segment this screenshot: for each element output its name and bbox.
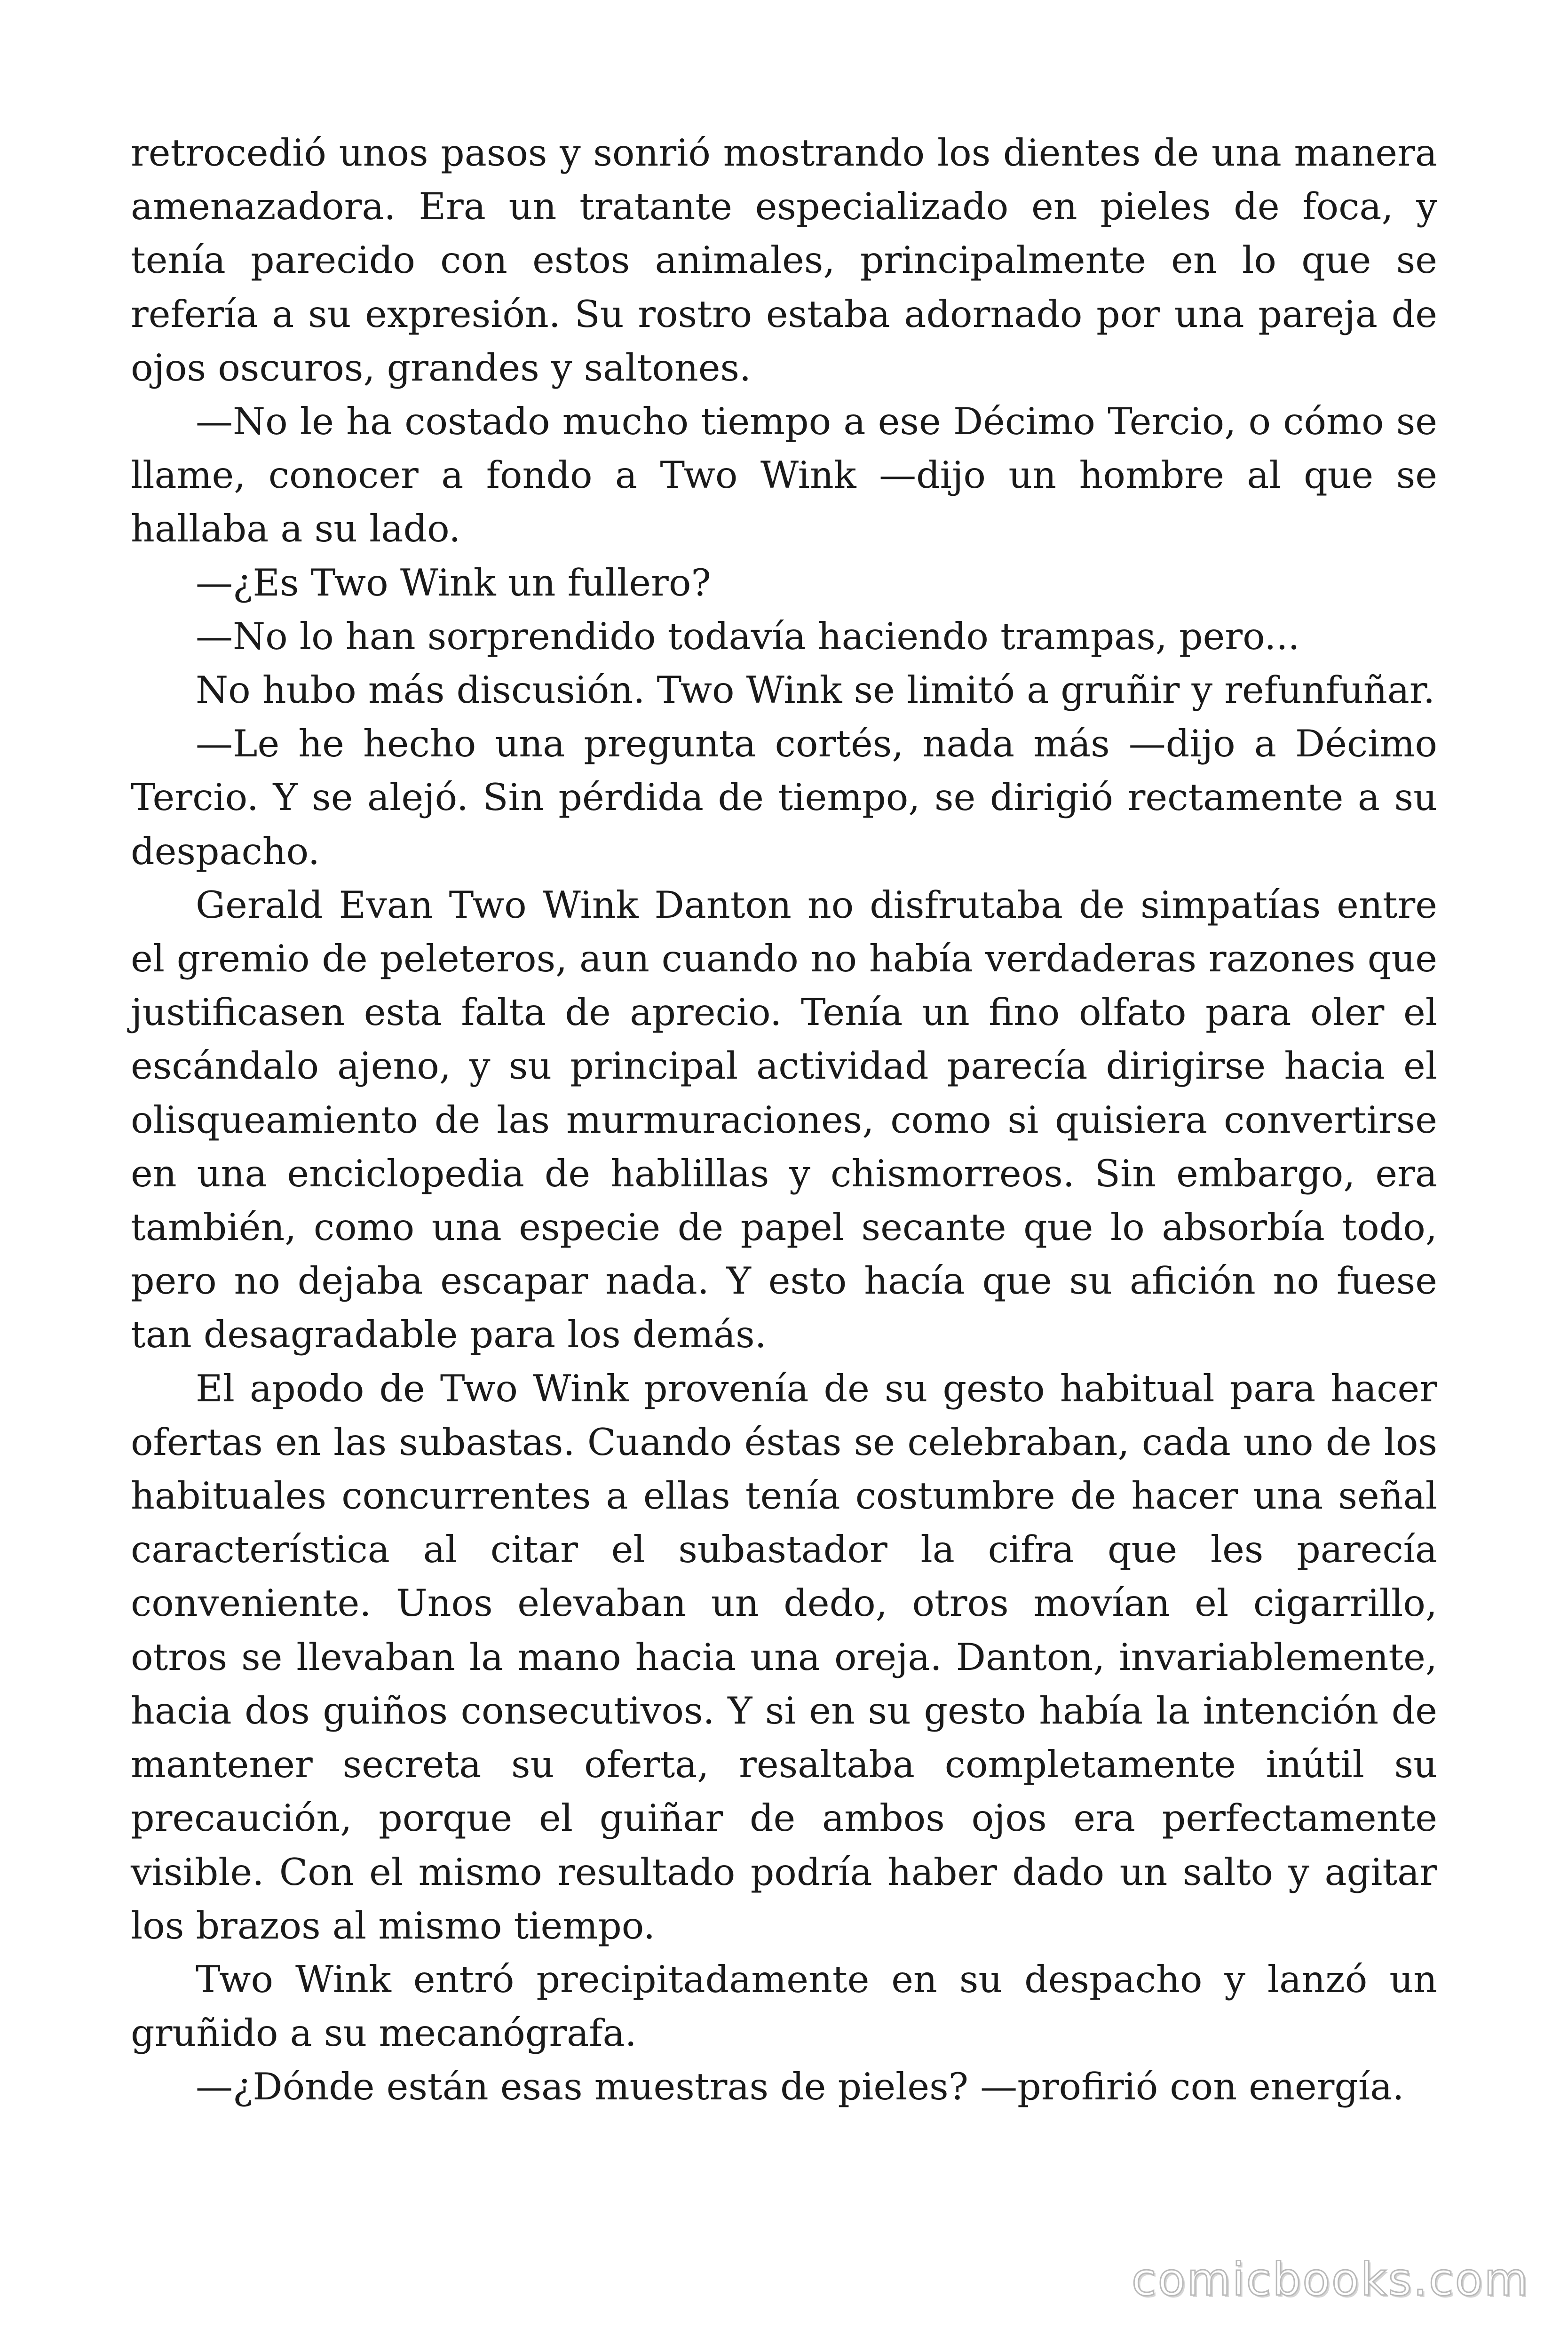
paragraph: retrocedió unos pasos y sonrió mostrando los dientes de una manera amenazadora. Era un tratante especializado en pieles de foca, y tenía parecido con estos animales, principalmente en lo que se refería a su expresión. Su rostro estaba adornado por una pareja de ojos oscuros, grandes y saltones. — [131, 131, 1437, 389]
paragraph: Two Wink entró precipitadamente en su despacho y lanzó un gruñido a su mecanógrafa. — [131, 1957, 1437, 2055]
paragraph: —¿Es Two Wink un fullero? — [196, 561, 711, 604]
watermark-logo: comicbooks.com — [1131, 2253, 1529, 2306]
paragraph: —No lo han sorprendido todavía haciendo trampas, pero... — [196, 614, 1300, 658]
paragraph: —¿Dónde están esas muestras de pieles? —profirió con energía. — [196, 2065, 1404, 2109]
paragraph: No hubo más discusión. Two Wink se limitó a gruñir y refunfuñar. — [196, 668, 1435, 712]
paragraph: El apodo de Two Wink provenía de su gesto habitual para hacer ofertas en las subastas. Cuando éstas se celebraban, cada uno de los habituales concurrentes a ellas tenía costumbre de hacer una señal característica al citar el subastador la cifra que les parecía conveniente. Unos elevaban un dedo, otros movían el cigarrillo, otros se llevaban la mano hacia una oreja. Danton, invariablemente, hacia dos guiños consecutivos. Y si en su gesto había la intención de mantener secreta su oferta, resaltaba completamente inútil su precaución, porque el guiñar de ambos ojos era perfectamente visible. Con el mismo resultado podría haber dado un salto y agitar los brazos al mismo tiempo. — [131, 1367, 1437, 1947]
page-text — [131, 126, 1437, 2114]
paragraph: —Le he hecho una pregunta cortés, nada más —dijo a Décimo Tercio. Y se alejó. Sin pérdida de tiempo, se dirigió rectamente a su despacho. — [131, 722, 1437, 873]
paragraph: Gerald Evan Two Wink Danton no disfrutaba de simpatías entre el gremio de peleteros, aun cuando no había verdaderas razones que justificasen esta falta de aprecio. Tenía un fino olfato para oler el escándalo ajeno, y su principal actividad parecía dirigirse hacia el olisqueamiento de las murmuraciones, como si quisiera convertirse en una enciclopedia de hablillas y chismorreos. Sin embargo, era también, como una especie de papel secante que lo absorbía todo, pero no dejaba escapar nada. Y esto hacía que su afición no fuese tan desagradable para los demás. — [131, 883, 1437, 1357]
paragraph: —No le ha costado mucho tiempo a ese Décimo Tercio, o cómo se llame, conocer a fondo a Two Wink —dijo un hombre al que se hallaba a su lado. — [131, 400, 1437, 551]
